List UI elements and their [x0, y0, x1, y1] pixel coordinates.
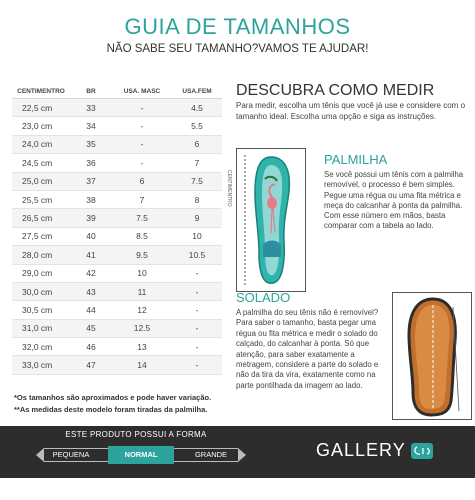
palmilha-description: Se você possui um tênis com a palmilha removível, o processo é bem simples. Pegue uma régua ou uma fita métrica e meça do calcanhar à ponta da palmilha. Com esse número em mãos, basta comparar com a tabela ao lado. [324, 170, 464, 231]
cell-br: 38 [70, 190, 112, 208]
size-table [12, 84, 222, 375]
fit-title: ESTE PRODUTO POSSUI A FORMA [65, 430, 207, 439]
cell-usa-fem: 6 [172, 135, 222, 153]
cell-usa-masc: - [112, 99, 172, 117]
cell-usa-masc: 9.5 [112, 246, 172, 264]
cell-usa-masc: 7 [112, 190, 172, 208]
cell-usa-fem: 5.5 [172, 117, 222, 135]
cell-usa-masc: 12.5 [112, 319, 172, 337]
table-row [12, 227, 222, 245]
table-row [12, 190, 222, 208]
gallery-logo-icon [411, 443, 433, 459]
cell-br: 42 [70, 264, 112, 282]
cell-usa-fem: 7 [172, 154, 222, 172]
cell-br: 39 [70, 209, 112, 227]
cell-centimetro: 23,0 cm [12, 117, 70, 135]
insole-icon [237, 149, 305, 291]
table-row [12, 319, 222, 337]
cell-br: 40 [70, 227, 112, 245]
cell-usa-masc: - [112, 135, 172, 153]
cell-centimetro: 25,5 cm [12, 190, 70, 208]
measure-note: **As medidas deste modelo foram tiradas da palmilha. [14, 405, 208, 414]
cell-usa-fem: 10.5 [172, 246, 222, 264]
cell-centimetro: 33,0 cm [12, 356, 70, 374]
insole-measure-label: CENTIMENTRO [226, 170, 232, 207]
solado-description: A palmilha do seu tênis não é removível? Para saber o tamanho, basta pegar uma régua ou fita métrica e medir o solado do calçado, do calcanhar à ponta. Só que atenção, para saber exatamente a metragem, considere a parte do solado e não da tira da vira, exatamente como na parte pontilhada da imagem ao lado. [236, 308, 379, 390]
brand-logo [316, 440, 433, 461]
howto-title: DESCUBRA COMO MEDIR [236, 82, 435, 99]
column-header-usa-fem: USA.FEM [172, 84, 222, 99]
insole-illustration-frame [236, 148, 306, 292]
cell-centimetro: 27,5 cm [12, 227, 70, 245]
page-subtitle: NÃO SABE SEU TAMANHO?VAMOS TE AJUDAR! [106, 43, 369, 55]
cell-usa-fem: - [172, 319, 222, 337]
cell-br: 45 [70, 319, 112, 337]
cell-usa-masc: 10 [112, 264, 172, 282]
cell-br: 34 [70, 117, 112, 135]
cell-usa-fem: - [172, 356, 222, 374]
cell-usa-masc: 7.5 [112, 209, 172, 227]
cell-centimetro: 29,0 cm [12, 264, 70, 282]
cell-centimetro: 30,0 cm [12, 282, 70, 300]
cell-br: 35 [70, 135, 112, 153]
table-row [12, 264, 222, 282]
cell-centimetro: 32,0 cm [12, 338, 70, 356]
cell-br: 33 [70, 99, 112, 117]
page-title: GUIA DE TAMANHOS [124, 14, 351, 39]
size-note: *Os tamanhos são aproximados e pode haver variação. [14, 393, 212, 402]
cell-usa-fem: 4.5 [172, 99, 222, 117]
cell-usa-fem: - [172, 338, 222, 356]
cell-br: 41 [70, 246, 112, 264]
cell-usa-fem: - [172, 264, 222, 282]
table-row [12, 209, 222, 227]
palmilha-title: PALMILHA [324, 152, 388, 167]
table-row [12, 246, 222, 264]
shoe-sole-icon [393, 293, 471, 419]
cell-centimetro: 24,0 cm [12, 135, 70, 153]
cell-usa-fem: 10 [172, 227, 222, 245]
table-row [12, 99, 222, 117]
cell-usa-masc: 11 [112, 282, 172, 300]
table-header-row [12, 84, 222, 99]
cell-br: 44 [70, 301, 112, 319]
cell-usa-masc: 13 [112, 338, 172, 356]
cell-usa-masc: 12 [112, 301, 172, 319]
cell-usa-masc: - [112, 117, 172, 135]
cell-br: 47 [70, 356, 112, 374]
cell-br: 36 [70, 154, 112, 172]
table-row [12, 135, 222, 153]
cell-centimetro: 28,0 cm [12, 246, 70, 264]
table-row [12, 154, 222, 172]
cell-centimetro: 24,5 cm [12, 154, 70, 172]
howto-description: Para medir, escolha um tênis que você já use e considere com o tamanho ideal. Escolha uma opção e siga as instruções. [236, 101, 466, 121]
cell-centimetro: 22,5 cm [12, 99, 70, 117]
cell-centimetro: 25,0 cm [12, 172, 70, 190]
table-row [12, 172, 222, 190]
brand-name: GALLERY [316, 440, 406, 460]
cell-centimetro: 30,5 cm [12, 301, 70, 319]
cell-usa-masc: - [112, 154, 172, 172]
table-row [12, 338, 222, 356]
sole-illustration-frame [392, 292, 472, 420]
cell-centimetro: 26,5 cm [12, 209, 70, 227]
cell-br: 37 [70, 172, 112, 190]
cell-usa-fem: 9 [172, 209, 222, 227]
cell-usa-fem: 8 [172, 190, 222, 208]
table-row [12, 117, 222, 135]
solado-title: SOLADO [236, 290, 291, 305]
column-header-usa-masc: USA. MASC [112, 84, 172, 99]
cell-usa-masc: 14 [112, 356, 172, 374]
fit-option-grande: GRANDE [194, 450, 228, 459]
fit-option-normal: NORMAL [108, 446, 174, 464]
table-row [12, 301, 222, 319]
fit-option-pequena: PEQUENA [52, 450, 90, 459]
cell-centimetro: 31,0 cm [12, 319, 70, 337]
cell-usa-fem: - [172, 282, 222, 300]
cell-usa-masc: 6 [112, 172, 172, 190]
table-row [12, 282, 222, 300]
table-row [12, 356, 222, 374]
cell-usa-masc: 8.5 [112, 227, 172, 245]
cell-usa-fem: 7.5 [172, 172, 222, 190]
fit-scale [36, 446, 246, 464]
column-header-br: BR [70, 84, 112, 99]
cell-br: 43 [70, 282, 112, 300]
cell-usa-fem: - [172, 301, 222, 319]
cell-br: 46 [70, 338, 112, 356]
column-header-centimetro: CENTIMENTRO [12, 84, 70, 99]
